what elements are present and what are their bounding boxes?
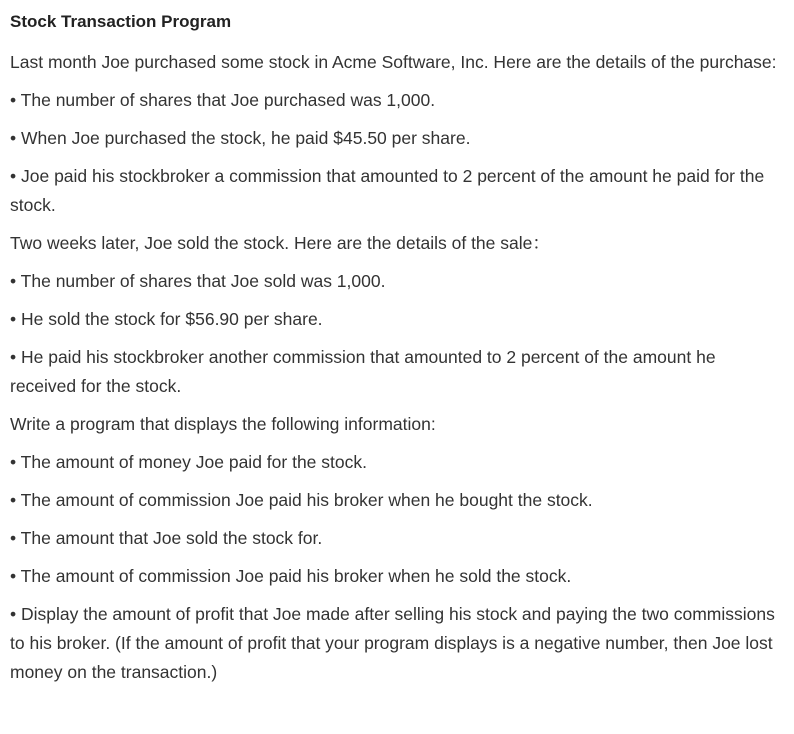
document-title: Stock Transaction Program bbox=[10, 12, 232, 31]
sale-intro-paragraph: Two weeks later, Joe sold the stock. Here are the details of the sale： bbox=[10, 233, 550, 253]
sale-bullet-commission: • He paid his stockbroker another commission that amounted to 2 percent of the amount he received for the stock. bbox=[10, 347, 716, 396]
task-bullet-paid: • The amount of money Joe paid for the stock. bbox=[10, 452, 367, 472]
task-intro-paragraph: Write a program that displays the following information: bbox=[10, 414, 436, 434]
task-bullet-profit: • Display the amount of profit that Joe made after selling his stock and paying the two commissions to his broker. (If the amount of profit that your program displays is a negative number, then Joe lost money on the transaction.) bbox=[10, 604, 775, 682]
task-bullet-buy-commission: • The amount of commission Joe paid his broker when he bought the stock. bbox=[10, 490, 593, 510]
task-bullet-sold: • The amount that Joe sold the stock for. bbox=[10, 528, 323, 548]
purchase-bullet-commission: • Joe paid his stockbroker a commission that amounted to 2 percent of the amount he paid for the stock. bbox=[10, 166, 765, 215]
sale-bullet-price: • He sold the stock for $56.90 per share. bbox=[10, 309, 323, 329]
task-bullet-sell-commission: • The amount of commission Joe paid his broker when he sold the stock. bbox=[10, 566, 572, 586]
purchase-bullet-price: • When Joe purchased the stock, he paid $45.50 per share. bbox=[10, 128, 471, 148]
sale-bullet-shares: • The number of shares that Joe sold was 1,000. bbox=[10, 271, 386, 291]
intro-paragraph: Last month Joe purchased some stock in Acme Software, Inc. Here are the details of the purchase: bbox=[10, 52, 777, 72]
purchase-bullet-shares: • The number of shares that Joe purchased was 1,000. bbox=[10, 90, 436, 110]
